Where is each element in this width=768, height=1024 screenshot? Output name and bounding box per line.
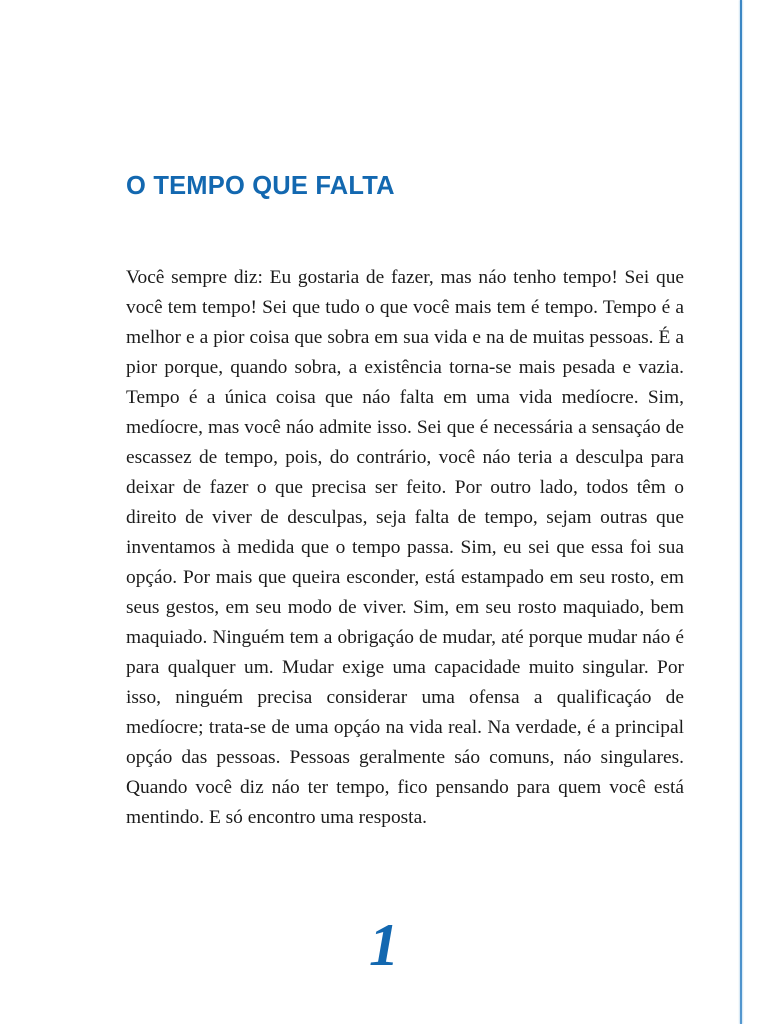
body-paragraph: Você sempre diz: Eu gostaria de fazer, mas náo tenho tempo! Sei que você tem tempo! Sei que tudo o que você mais tem é tempo. Tempo é a melhor e a pior coisa que sobra em sua vida e na de muitas pessoas. É a pior porque, quando sobra, a existência torna-se mais pesada e vazia. Tempo é a única coisa que náo falta em uma vida medíocre. Sim, medíocre, mas você náo admite isso. Sei que é necessária a sensaçáo de escassez de tempo, pois, do contrário, você náo teria a desculpa para deixar de fazer o que precisa ser feito. Por outro lado, todos têm o direito de viver de desculpas, seja falta de tempo, sejam outras que inventamos à medida que o tempo passa. Sim, eu sei que essa foi sua opçáo. Por mais que queira esconder, está estampado em seu rosto, em seus gestos, em seu modo de viver. Sim, em seu rosto maquiado, bem maquiado. Ninguém tem a obrigaçáo de mudar, até porque mudar náo é para qualquer um. Mudar exige uma capacidade muito singular. Por isso, ninguém precisa considerar uma ofensa a qualificaçáo de medíocre; trata-se de uma opçáo na vida real. Na verdade, é a principal opçáo das pessoas. Pessoas geralmente sáo comuns, náo singulares. Quando você diz náo ter tempo, fico pensando para quem você está mentindo. E só encontro uma resposta. bbox=[126, 267, 684, 828]
page-number: 1 bbox=[369, 912, 399, 978]
chapter-title: O TEMPO QUE FALTA bbox=[126, 172, 395, 200]
vertical-blue-rule bbox=[740, 0, 742, 1024]
